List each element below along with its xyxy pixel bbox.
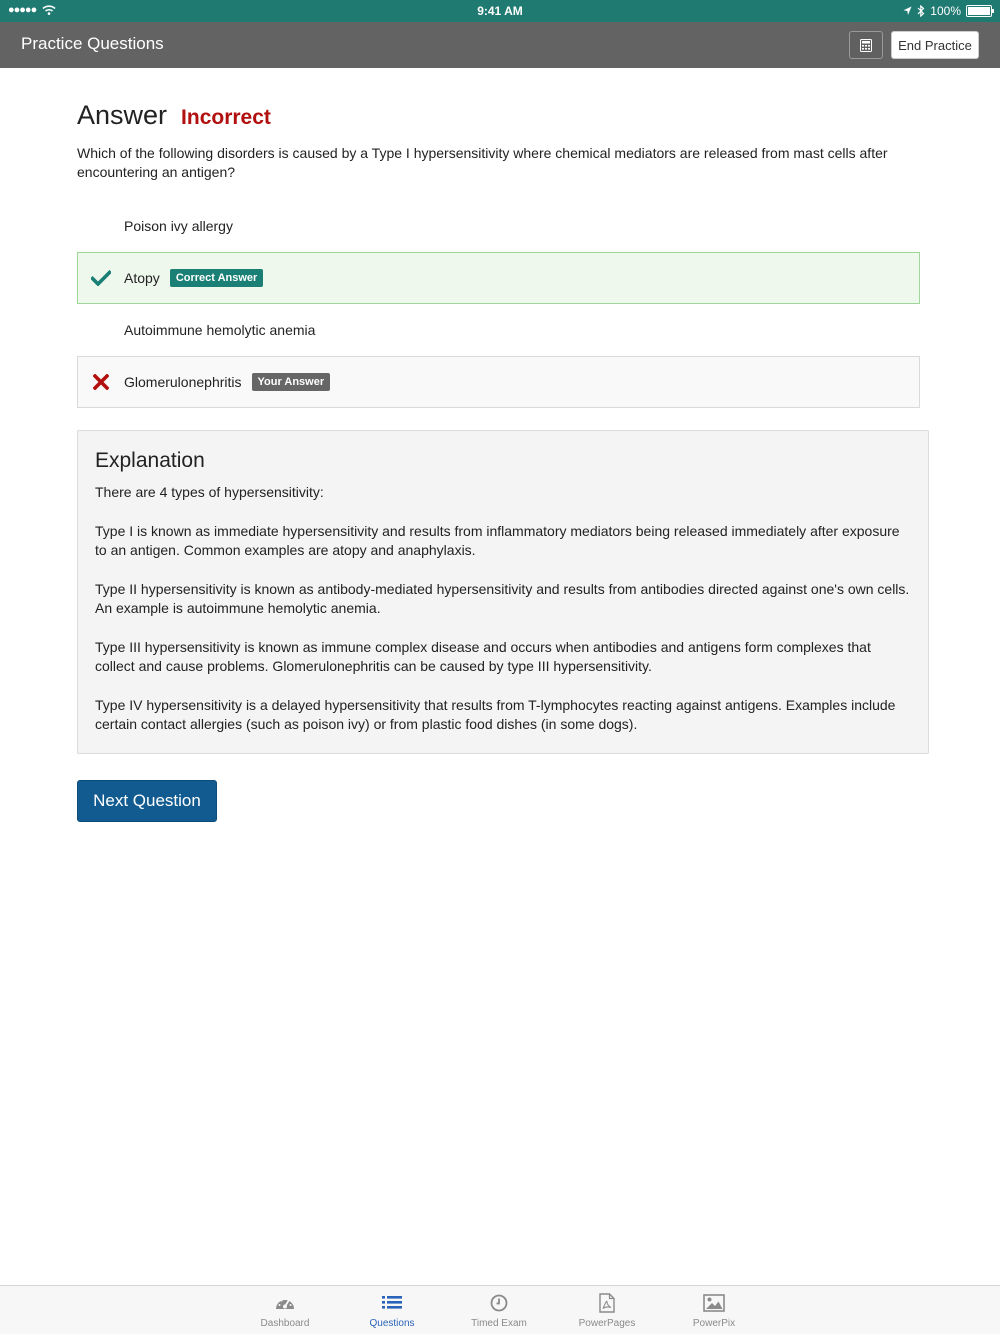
pdf-icon <box>599 1293 615 1313</box>
explanation-paragraph: Type IV hypersensitivity is a delayed hypersensitivity that results from T-lymphocytes reacting against antigens. Examples include certain contact allergies (such as poison ivy) or from plastic food dishes (in some dogs). <box>95 696 896 732</box>
tab-label: Timed Exam <box>471 1318 527 1329</box>
clock-icon <box>490 1294 508 1312</box>
explanation-paragraph: Type III hypersensitivity is known as immune complex disease and occurs when antibodies and antigens form complexes that collect and cause problems. Glomerulonephritis can be caused by type III hypersensitivity. <box>95 638 871 674</box>
status-bar <box>0 0 1000 22</box>
tab-label: PowerPages <box>578 1318 636 1329</box>
explanation-paragraph: Type II hypersensitivity is known as antibody-mediated hypersensitivity and results from antibodies directed against one's own cells. An example is autoimmune hemolytic anemia. <box>95 580 910 616</box>
nav-bar <box>0 22 1000 68</box>
explanation-paragraph: There are 4 types of hypersensitivity: <box>95 484 324 500</box>
tab-questions[interactable] <box>347 1292 437 1329</box>
cross-icon <box>93 374 109 390</box>
option-autoimmune <box>77 304 920 356</box>
tab-label: PowerPix <box>692 1318 736 1329</box>
explanation-panel <box>77 430 929 754</box>
tab-dashboard[interactable] <box>240 1292 330 1329</box>
question-text: Which of the following disorders is caused by a Type I hypersensitivity where chemical mediators are released from mast cells after encountering an antigen? <box>77 145 888 180</box>
battery-percent: 100% <box>930 4 961 18</box>
tab-powerpages[interactable] <box>562 1292 652 1329</box>
correct-answer-badge: Correct Answer <box>170 269 264 287</box>
end-practice-button[interactable]: End Practice <box>891 31 979 59</box>
tab-label: Dashboard <box>260 1318 310 1329</box>
answer-options <box>77 200 920 408</box>
answer-header <box>77 100 929 134</box>
tab-timed-exam[interactable] <box>454 1292 544 1329</box>
option-label: Glomerulonephritis <box>124 374 242 390</box>
next-question-button[interactable]: Next Question <box>77 780 217 822</box>
bluetooth-icon <box>917 5 925 17</box>
option-label: Autoimmune hemolytic anemia <box>124 322 316 338</box>
option-glomerulonephritis <box>77 356 920 408</box>
answer-result: Incorrect <box>181 106 271 129</box>
tab-bar <box>0 1285 1000 1334</box>
option-poison-ivy <box>77 200 920 252</box>
checkmark-icon <box>91 270 111 286</box>
status-time: 9:41 AM <box>477 4 523 18</box>
calculator-button[interactable] <box>849 31 883 59</box>
list-icon <box>381 1294 403 1312</box>
option-label: Atopy <box>124 270 160 286</box>
tab-label: Questions <box>369 1318 415 1329</box>
option-atopy <box>77 252 920 304</box>
explanation-paragraph: Type I is known as immediate hypersensitivity and results from inflammatory mediators being released immediately after exposure to an antigen. Common examples are atopy and anaphylaxis. <box>95 522 900 558</box>
page-title: Practice Questions <box>21 34 164 53</box>
tab-powerpix[interactable] <box>669 1292 759 1329</box>
signal-icon: ●●●●● <box>8 4 37 16</box>
dashboard-icon <box>274 1294 296 1312</box>
image-icon <box>703 1294 725 1312</box>
battery-icon <box>966 5 992 17</box>
option-label: Poison ivy allergy <box>124 218 233 234</box>
location-icon <box>903 6 912 16</box>
main-content <box>77 100 929 822</box>
answer-heading: Answer <box>77 100 168 130</box>
calculator-icon <box>860 39 872 52</box>
your-answer-badge: Your Answer <box>252 373 331 391</box>
status-right <box>903 4 992 18</box>
explanation-title: Explanation <box>95 449 205 472</box>
